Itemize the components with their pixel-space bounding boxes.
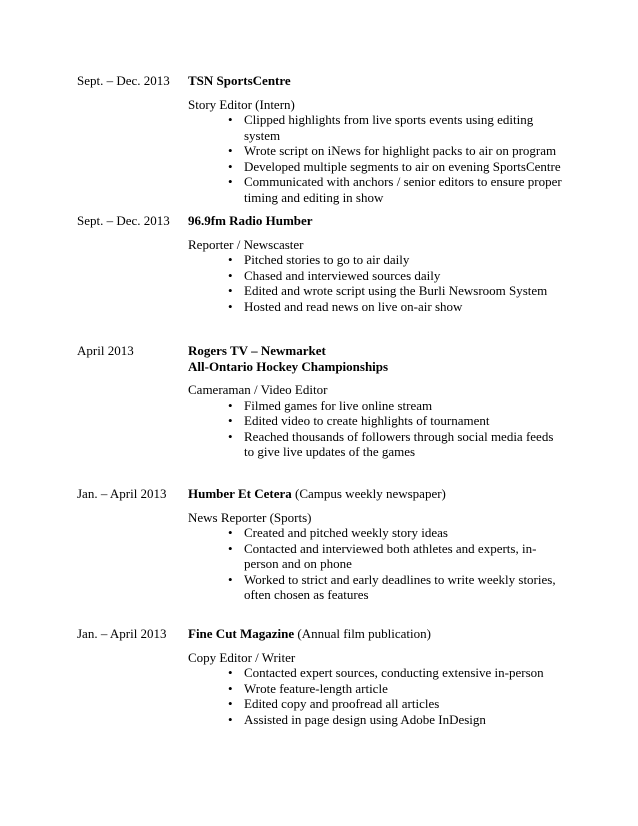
bullet-icon: • bbox=[228, 525, 233, 540]
entry-event: All-Ontario Hockey Championships bbox=[188, 358, 389, 374]
list-item: • Wrote script on iNews for highlight packs to air on program bbox=[228, 143, 557, 158]
list-item: • Contacted expert sources, conducting extensive in-person bbox=[228, 665, 544, 680]
entry-date: Sept. – Dec. 2013 bbox=[77, 213, 170, 228]
entry-organization: Humber Et Cetera bbox=[188, 486, 292, 501]
entry-organization: Rogers TV – Newmarket bbox=[188, 343, 326, 358]
list-item: • Communicated with anchors / senior editors to ensure proper timing and editing in show bbox=[228, 174, 562, 205]
entry-organization: TSN SportsCentre bbox=[188, 73, 291, 88]
bullet-icon: • bbox=[228, 298, 233, 314]
entry-body bbox=[188, 626, 578, 727]
entry-heading bbox=[188, 486, 578, 502]
bullet-icon: • bbox=[228, 112, 233, 127]
entry-bullet-list bbox=[188, 398, 578, 460]
list-item: • Hosted and read news on live on-air show bbox=[228, 298, 463, 314]
entry-date: Sept. – Dec. 2013 bbox=[77, 73, 170, 88]
list-item: • Edited copy and proofread all articles bbox=[228, 696, 440, 711]
bullet-icon: • bbox=[228, 665, 233, 680]
entry-date: April 2013 bbox=[77, 343, 134, 358]
list-item: • Edited video to create highlights of tournament bbox=[228, 413, 490, 428]
entry-date: Jan. – April 2013 bbox=[77, 486, 167, 501]
list-item: • Contacted and interviewed both athletes and experts, in-person and on phone bbox=[228, 540, 537, 571]
bullet-icon: • bbox=[228, 283, 233, 298]
list-item: • Wrote feature-length article bbox=[228, 680, 388, 696]
entry-description: (Campus weekly newspaper) bbox=[291, 486, 446, 501]
bullet-icon: • bbox=[228, 413, 233, 428]
entry-role: Copy Editor / Writer bbox=[188, 649, 296, 665]
bullet-icon: • bbox=[228, 571, 233, 587]
bullet-icon: • bbox=[228, 267, 233, 283]
entry-body bbox=[188, 343, 578, 460]
bullet-icon: • bbox=[228, 540, 233, 556]
list-item: • Worked to strict and early deadlines to write weekly stories, often chosen as features bbox=[228, 571, 556, 602]
bullet-icon: • bbox=[228, 711, 233, 727]
bullet-icon: • bbox=[228, 174, 233, 189]
entry-body bbox=[188, 486, 578, 603]
entry-body bbox=[188, 73, 578, 205]
entry-organization: Fine Cut Magazine bbox=[188, 626, 295, 641]
entry-bullet-list bbox=[188, 252, 578, 314]
bullet-icon: • bbox=[228, 252, 233, 267]
entry-role: Cameraman / Video Editor bbox=[188, 382, 328, 397]
entry-description: (Annual film publication) bbox=[294, 626, 431, 641]
bullet-icon: • bbox=[228, 143, 233, 158]
list-item: • Clipped highlights from live sports events using editing system bbox=[228, 112, 534, 143]
entry-bullet-list bbox=[188, 525, 578, 603]
list-item: • Created and pitched weekly story ideas bbox=[228, 525, 448, 540]
list-item: • Developed multiple segments to air on evening SportsCentre bbox=[228, 158, 561, 174]
entry-bullet-list bbox=[188, 112, 578, 205]
bullet-icon: • bbox=[228, 680, 233, 696]
entry-body bbox=[188, 213, 578, 314]
entry-role: Story Editor (Intern) bbox=[188, 96, 295, 112]
entry-organization: 96.9fm Radio Humber bbox=[188, 213, 313, 228]
entry-bullet-list bbox=[188, 665, 578, 727]
bullet-icon: • bbox=[228, 696, 233, 711]
list-item: • Assisted in page design using Adobe InDesign bbox=[228, 711, 486, 727]
entry-role: Reporter / Newscaster bbox=[188, 236, 304, 252]
bullet-icon: • bbox=[228, 158, 233, 174]
bullet-icon: • bbox=[228, 428, 233, 444]
list-item: • Filmed games for live online stream bbox=[228, 397, 433, 413]
entry-heading bbox=[188, 626, 578, 642]
list-item: • Chased and interviewed sources daily bbox=[228, 267, 441, 283]
entry-role: News Reporter (Sports) bbox=[188, 509, 312, 525]
list-item: • Pitched stories to go to air daily bbox=[228, 252, 410, 267]
entry-date: Jan. – April 2013 bbox=[77, 626, 167, 641]
list-item: • Edited and wrote script using the Burli Newsroom System bbox=[228, 283, 548, 298]
bullet-icon: • bbox=[228, 397, 233, 413]
list-item: • Reached thousands of followers through social media feeds to give live updates of the games bbox=[228, 428, 554, 459]
